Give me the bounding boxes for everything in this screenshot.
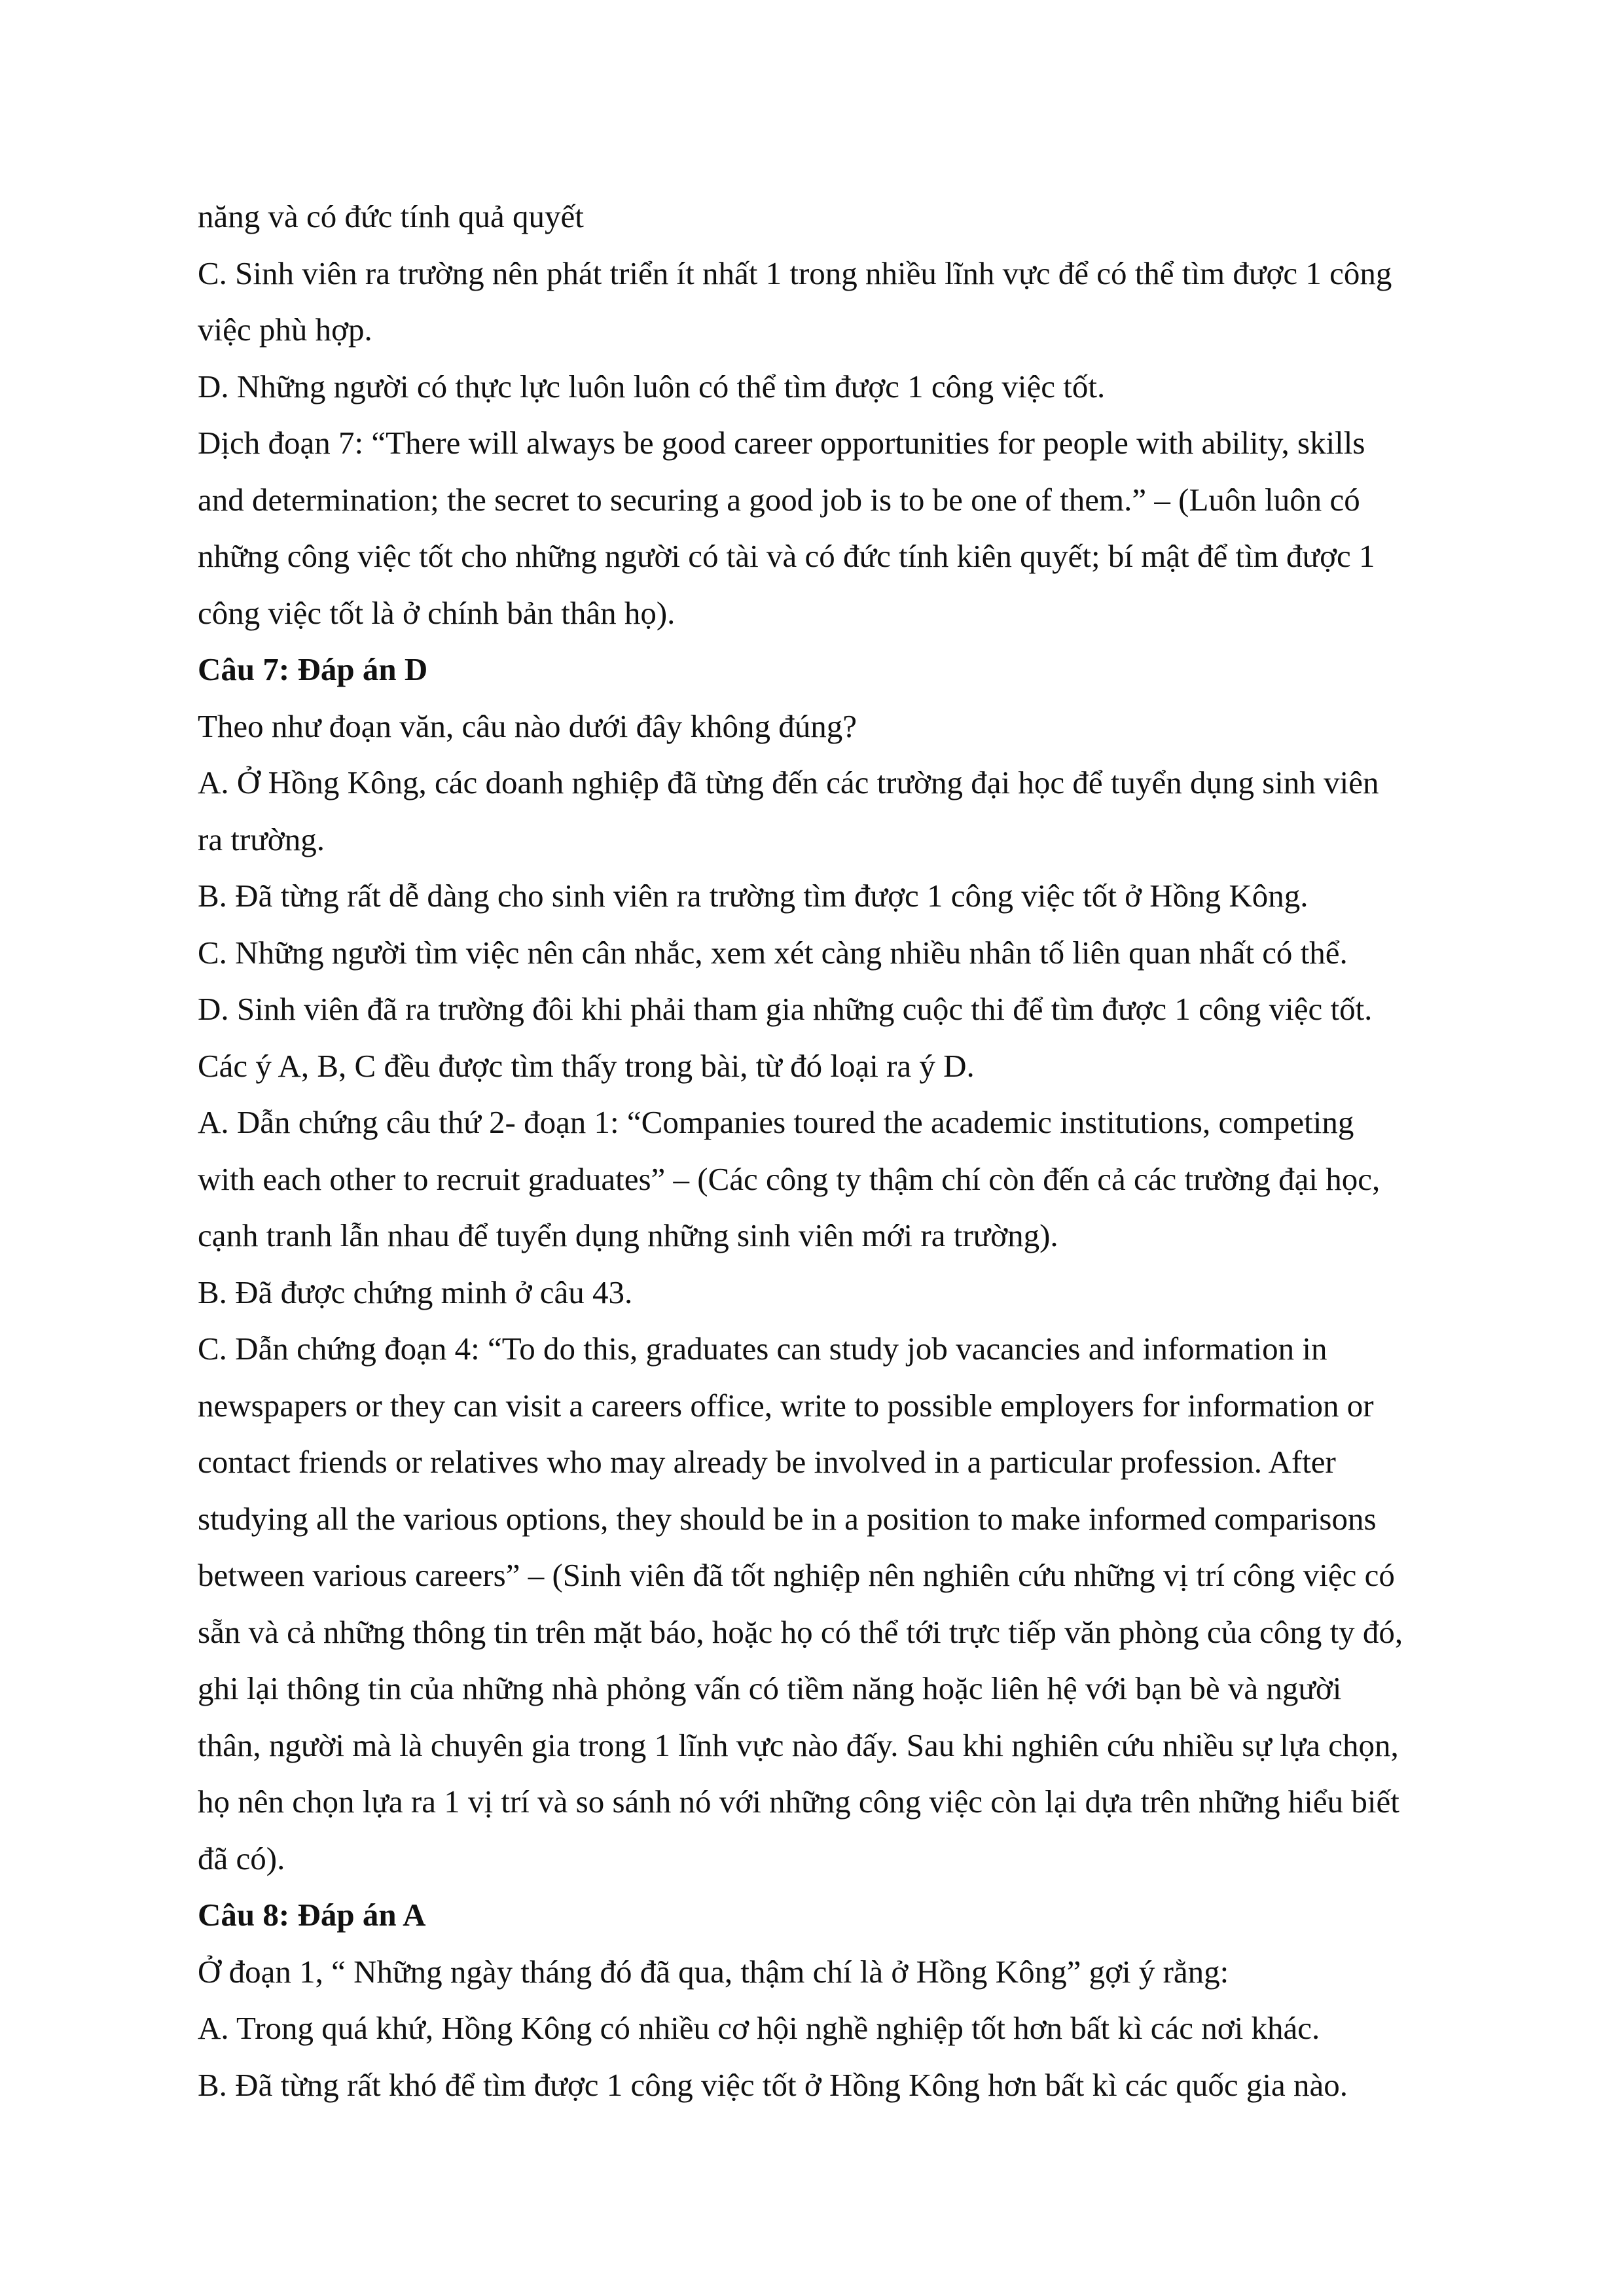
text-line: đã có). <box>198 1840 285 1876</box>
text-line: B. Đã từng rất dễ dàng cho sinh viên ra trường tìm được 1 công việc tốt ở Hồng Kông. <box>198 878 1308 914</box>
text-line: B. Đã được chứng minh ở câu 43. <box>198 1274 633 1310</box>
text-line: Ở đoạn 1, “ Những ngày tháng đó đã qua, thậm chí là ở Hồng Kông” gợi ý rằng: <box>198 1953 1229 1990</box>
text-line: cạnh tranh lẫn nhau để tuyển dụng những sinh viên mới ra trường). <box>198 1217 1058 1253</box>
text-line: việc phù hợp. <box>198 312 372 348</box>
text-line: between various careers” – (Sinh viên đã tốt nghiệp nên nghiên cứu những vị trí công việc có <box>198 1557 1395 1593</box>
text-line: newspapers or they can visit a careers office, write to possible employers for information or <box>198 1387 1374 1424</box>
question-heading: Câu 8: Đáp án A <box>198 1897 426 1933</box>
text-line: ghi lại thông tin của những nhà phỏng vấn có tiềm năng hoặc liên hệ với bạn bè và người <box>198 1670 1342 1706</box>
text-line: C. Những người tìm việc nên cân nhắc, xem xét càng nhiều nhân tố liên quan nhất có thể. <box>198 934 1348 971</box>
text-line: Theo như đoạn văn, câu nào dưới đây không đúng? <box>198 708 857 744</box>
text-line: C. Dẫn chứng đoạn 4: “To do this, graduates can study job vacancies and information in <box>198 1331 1327 1367</box>
text-line: A. Trong quá khứ, Hồng Kông có nhiều cơ hội nghề nghiệp tốt hơn bất kì các nơi khác. <box>198 2010 1320 2046</box>
text-line: Dịch đoạn 7: “There will always be good career opportunities for people with ability, skills <box>198 425 1365 461</box>
text-line: Các ý A, B, C đều được tìm thấy trong bài, từ đó loại ra ý D. <box>198 1047 975 1084</box>
text-line: A. Dẫn chứng câu thứ 2- đoạn 1: “Companies toured the academic institutions, competing <box>198 1104 1354 1140</box>
text-line: C. Sinh viên ra trường nên phát triển ít nhất 1 trong nhiều lĩnh vực để có thể tìm được 1 công <box>198 255 1392 291</box>
text-line: B. Đã từng rất khó để tìm được 1 công việc tốt ở Hồng Kông hơn bất kì các quốc gia nào. <box>198 2066 1348 2103</box>
question-heading: Câu 7: Đáp án D <box>198 651 428 687</box>
text-line: công việc tốt là ở chính bản thân họ). <box>198 594 676 631</box>
document-body <box>198 188 1461 2113</box>
text-line: studying all the various options, they should be in a position to make informed comparisons <box>198 1500 1377 1537</box>
text-line: họ nên chọn lựa ra 1 vị trí và so sánh nó với những công việc còn lại dựa trên những hiểu biết <box>198 1784 1399 1820</box>
text-line: D. Những người có thực lực luôn luôn có thể tìm được 1 công việc tốt. <box>198 368 1106 404</box>
text-line: những công việc tốt cho những người có tài và có đức tính kiên quyết; bí mật để tìm được 1 <box>198 538 1375 574</box>
text-line: năng và có đức tính quả quyết <box>198 198 584 234</box>
text-line: with each other to recruit graduates” – (Các công ty thậm chí còn đến cả các trường đại học, <box>198 1160 1380 1197</box>
text-line: A. Ở Hồng Kông, các doanh nghiệp đã từng đến các trường đại học để tuyển dụng sinh viên <box>198 764 1379 800</box>
text-line: sẵn và cả những thông tin trên mặt báo, hoặc họ có thể tới trực tiếp văn phòng của công ty đó, <box>198 1613 1403 1650</box>
text-line: D. Sinh viên đã ra trường đôi khi phải tham gia những cuộc thi để tìm được 1 công việc tốt. <box>198 991 1373 1027</box>
text-line: thân, người mà là chuyên gia trong 1 lĩnh vực nào đấy. Sau khi nghiên cứu nhiều sự lựa chọn, <box>198 1727 1399 1763</box>
text-line: ra trường. <box>198 821 325 857</box>
text-line: contact friends or relatives who may already be involved in a particular profession. After <box>198 1444 1336 1480</box>
text-line: and determination; the secret to securing a good job is to be one of them.” – (Luôn luôn có <box>198 481 1360 518</box>
